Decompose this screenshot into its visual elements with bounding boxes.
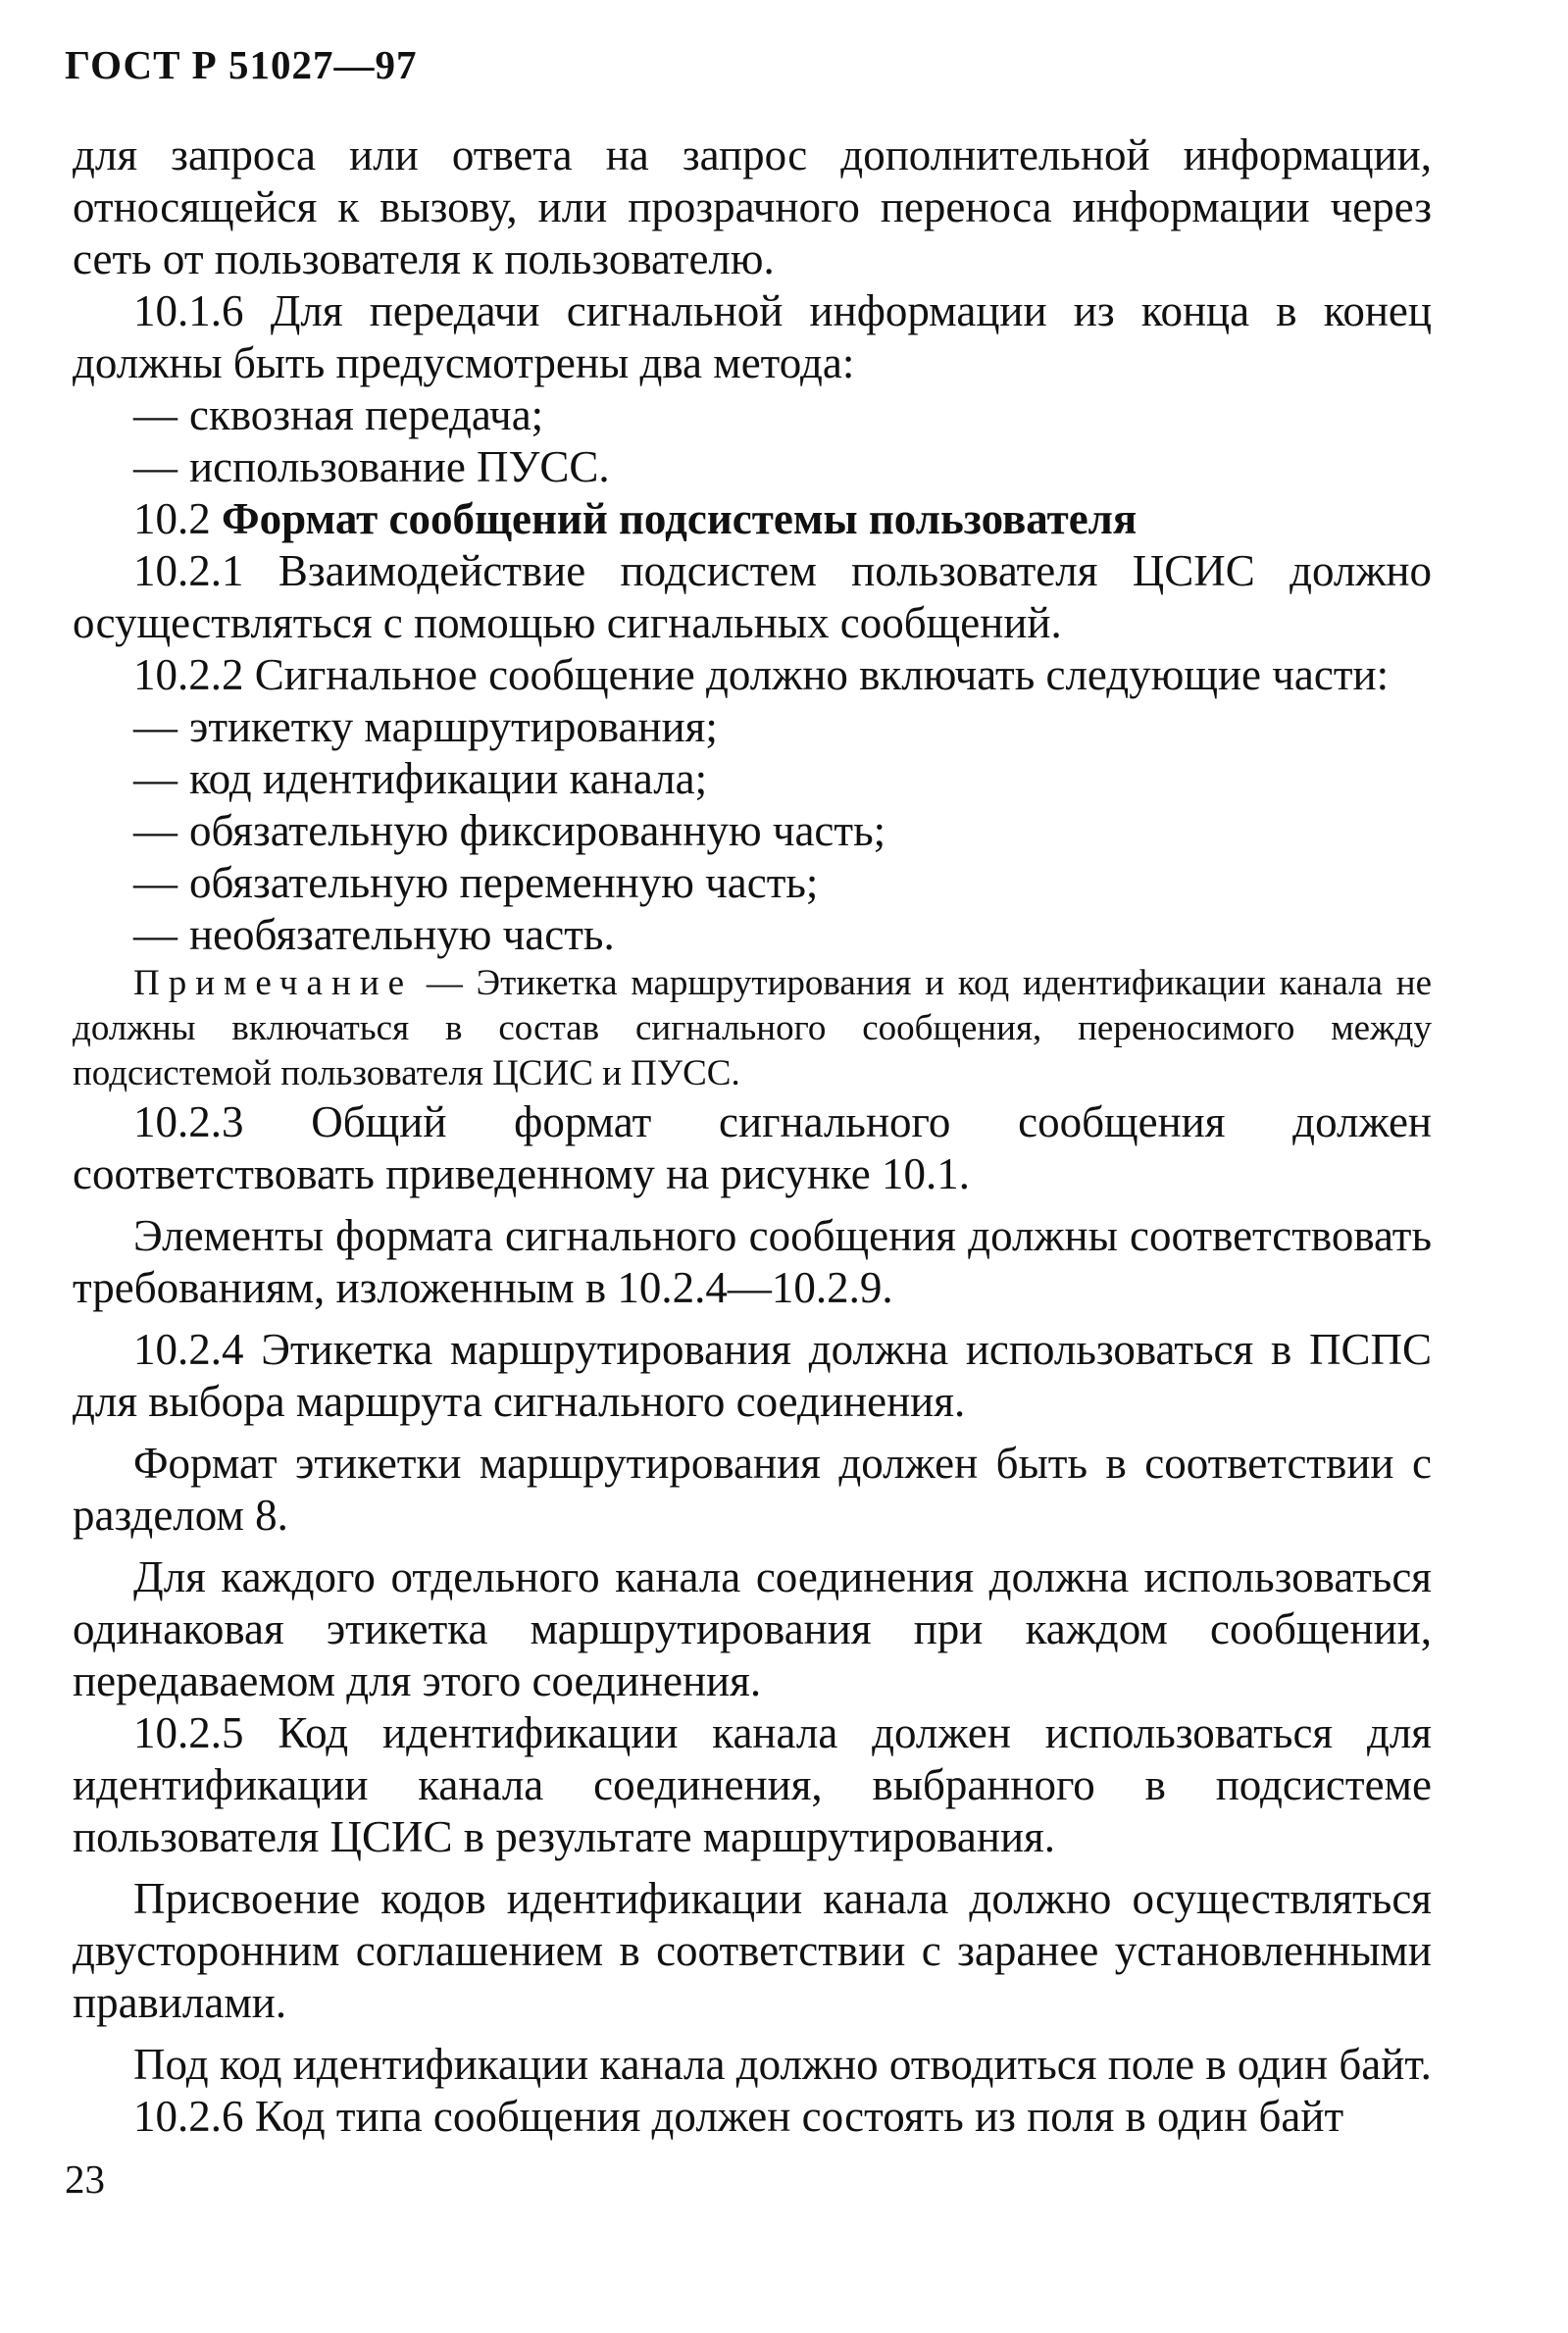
paragraph-code-field: Под код идентификации канала должно отводиться поле в один байт. [133,2040,1432,2089]
paragraph-10-2-6: 10.2.6 Код типа сообщения должен состоять из поля в один байт [133,2092,1344,2141]
list-item: — обязательную переменную часть; [133,858,819,907]
paragraph-code-assignment: Присвоение кодов идентификации канала должно осуществляться двусторонним соглашением в соответствии с заранее установленными правилами. [73,1874,1432,2027]
paragraph-10-2-2: 10.2.2 Сигнальное сообщение должно включать следующие части: [133,650,1390,699]
list-item: — сквозная передача; [133,390,544,439]
note-text: Этикетка маршрутирования и код идентификации канала не должны включаться в состав сигнального сообщения, переносимого между подсистемой пользователя ЦСИС и ПУСС. [73,963,1433,1093]
paragraph-continuation: для запроса или ответа на запрос дополнительной информации, относящейся к вызову, или прозрачного переноса информации через сеть от пользователя к пользователю. [73,130,1432,283]
note-block: Примечание — Этикетка маршрутирования и код идентификации канала не должны включаться в состав сигнального сообщения, переносимого между подсистемой пользователя ЦСИС и ПУСС. [73,963,1433,1093]
paragraph-10-1-6: 10.1.6 Для передачи сигнальной информации из конца в конец должны быть предусмотрены два метода: [73,286,1432,387]
note-label: Примечание [133,963,413,1003]
paragraph-10-2-3: 10.2.3 Общий формат сигнального сообщения должен соответствовать приведенному на рисунке 10.1. [73,1097,1432,1198]
paragraph-10-2-4: 10.2.4 Этикетка маршрутирования должна использоваться в ПСПС для выбора маршрута сигнального соединения. [73,1325,1432,1426]
page-number: 23 [65,2156,105,2202]
methods-list [73,389,1432,493]
list-item: — необязательную часть. [133,910,615,959]
list-item: — этикетку маршрутирования; [133,702,718,751]
paragraph-10-2-1: 10.2.1 Взаимодействие подсистем пользователя ЦСИС должно осуществляться с помощью сигнальных сообщений. [73,546,1432,647]
section-heading-10-2 [73,493,1432,545]
list-item: — использование ПУСС. [133,442,610,491]
document-body [73,129,1432,2143]
list-item: — обязательную фиксированную часть; [133,806,886,855]
list-item: — код идентификации канала; [133,754,708,803]
paragraph-same-label: Для каждого отдельного канала соединения должна использоваться одинаковая этикетка маршрутирования при каждом сообщении, передаваемом для этого соединения. [73,1552,1432,1705]
paragraph-format-elements: Элементы формата сигнального сообщения должны соответствовать требованиям, изложенным в 10.2.4—10.2.9. [73,1211,1432,1312]
message-parts-list [73,701,1432,961]
paragraph-routing-label-format: Формат этикетки маршрутирования должен быть в соответствии с разделом 8. [73,1439,1432,1540]
section-number: 10.2 [133,494,211,543]
section-title: Формат сообщений подсистемы пользователя [222,494,1138,543]
paragraph-10-2-5: 10.2.5 Код идентификации канала должен использоваться для идентификации канала соединения, выбранного в подсистеме пользователя ЦСИС в результате маршрутирования. [73,1708,1432,1861]
document-header: ГОСТ Р 51027—97 [65,42,418,87]
